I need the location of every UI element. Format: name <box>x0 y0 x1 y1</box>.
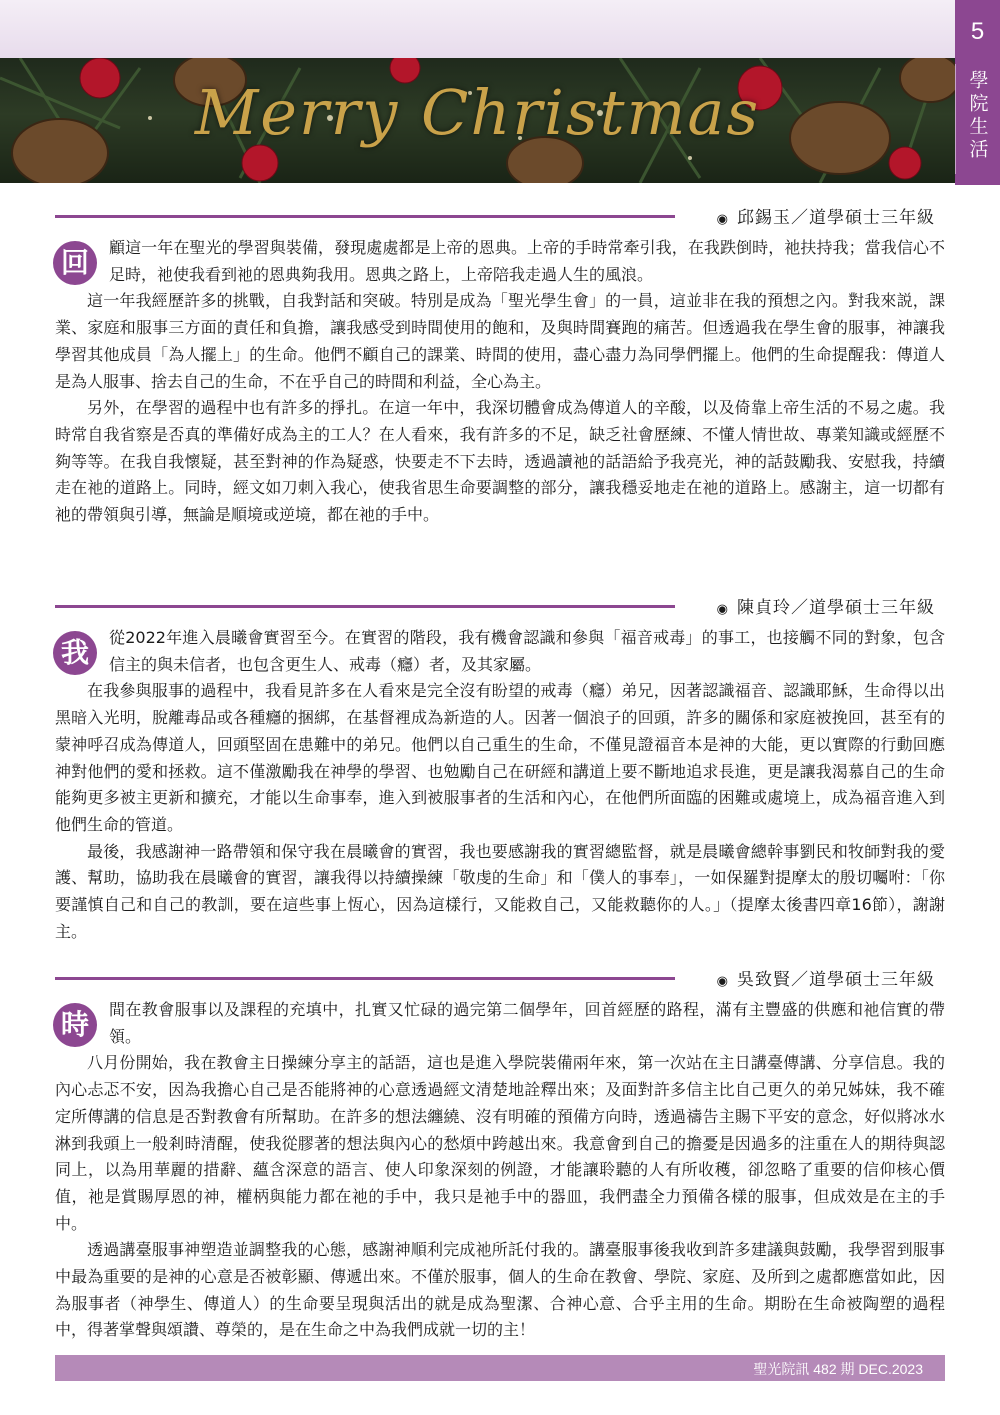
paragraph: 透過講臺服事神塑造並調整我的心態，感謝神順利完成祂所託付我的。講臺服事後我收到許多建議與鼓勵，我學習到服事中最為重要的是神的心意是否被彰顯、傳遞出來。不僅於服事，個人的生命在教會、學院、家庭、及所到之處都應當如此，因為服事者（神學生、傳道人）的生命要呈現與活出的就是成為聖潔、合神心意、合乎主用的生命。期盼在生命被陶塑的過程中，得著掌聲與頌讚、尊榮的，是在生命之中為我們成就一切的主！ <box>55 1240 945 1340</box>
paragraph: 這一年我經歷許多的挑戰，自我對話和突破。特別是成為「聖光學生會」的一員，這並非在我的預想之內。對我來説，課業、家庭和服事三方面的責任和負擔，讓我感受到時間使用的飽和，及與時間賽跑的痛苦。但透過我在學生會的服事，神讓我學習其他成員「為人擺上」的生命。他們不顧自己的課業、時間的使用，盡心盡力為同學們擺上。他們的生命提醒我：傳道人是為人服事、捨去自己的生命，不在乎自己的時間和利益，全心為主。 <box>55 291 945 391</box>
section-label: 學院生活 <box>955 64 1000 174</box>
author-line <box>717 203 935 228</box>
footer-issue-text: 聖光院訊 482 期 DEC.2023 <box>753 1361 923 1377</box>
byline <box>55 593 945 623</box>
top-band <box>0 0 955 58</box>
first-paragraph-text: 顧這一年在聖光的學習與裝備，發現處處都是上帝的恩典。上帝的手時常牽引我，在我跌倒時，祂扶持我；當我信心不足時，祂使我看到祂的恩典夠我用。恩典之路上，上帝陪我走過人生的風浪。 <box>109 238 945 284</box>
author-line <box>717 965 935 990</box>
author-name: 吳致賢／道學碩士三年級 <box>737 970 935 990</box>
bullet-icon: ◉ <box>716 602 729 617</box>
drop-cap: 我 <box>53 631 97 675</box>
bullet-icon: ◉ <box>716 212 729 227</box>
merry-christmas-lettering: Merry Christmas <box>194 76 761 149</box>
paragraph: 最後，我感謝神一路帶領和保守我在晨曦會的實習，我也要感謝我的實習總監督，就是晨曦會總幹事劉民和牧師對我的愛護、幫助，協助我在晨曦會的實習，讓我得以持續操練「敬虔的生命」和「僕人的事奉」，一如保羅對提摩太的殷切囑咐：「你要謹慎自己和自己的教訓，要在這些事上恆心，因為這樣行，又能救自己，又能救聽你的人。」（提摩太後書四章16節），謝謝主。 <box>55 841 945 941</box>
divider-rule <box>55 977 675 980</box>
divider-rule <box>55 215 675 218</box>
article-body <box>55 235 945 529</box>
footer-bar <box>55 1355 945 1381</box>
drop-cap: 回 <box>53 241 97 285</box>
first-paragraph <box>55 997 945 1050</box>
article-3 <box>55 965 945 1344</box>
byline <box>55 965 945 995</box>
first-paragraph-text: 間在教會服事以及課程的充填中，扎實又忙碌的過完第二個學年，回首經歷的路程，滿有主豐盛的供應和祂信實的帶領。 <box>109 1000 945 1046</box>
page-number: 5 <box>970 18 985 45</box>
first-paragraph <box>55 235 945 288</box>
bullet-icon: ◉ <box>716 974 729 989</box>
byline <box>55 203 945 233</box>
author-line <box>717 593 935 618</box>
article-body <box>55 625 945 945</box>
drop-cap: 時 <box>53 1003 97 1047</box>
paragraph: 八月份開始，我在教會主日操練分享主的話語，這也是進入學院裝備兩年來，第一次站在主日講臺傳講、分享信息。我的內心忐忑不安，因為我擔心自己是否能將神的心意透過經文清楚地詮釋出來；及面對許多信主比自己更久的弟兄姊妹，我不確定所傳講的信息是否對教會有所幫助。在許多的想法纏繞、沒有明確的預備方向時，透過禱告主賜下平安的意念，好似將冰水淋到我頭上一般剎時清醒，使我從膠著的想法與內心的愁煩中跨越出來。我意會到自己的擔憂是因過多的注重在人的期待與認同上，以為用華麗的措辭、蘊含深意的語言、使人印象深刻的例證，才能讓聆聽的人有所收穫，卻忽略了重要的信仰核心價值，祂是賞賜厚恩的神，權柄與能力都在祂的手中，我只是祂手中的器皿，我們盡全力預備各樣的服事，但成效是在主的手中。 <box>55 1053 945 1233</box>
author-name: 邱錫玉／道學碩士三年級 <box>737 208 935 228</box>
first-paragraph <box>55 625 945 678</box>
christmas-banner <box>0 58 955 183</box>
author-name: 陳貞玲／道學碩士三年級 <box>737 598 935 618</box>
article-2 <box>55 593 945 945</box>
paragraph: 另外，在學習的過程中也有許多的掙扎。在這一年中，我深切體會成為傳道人的辛酸，以及倚靠上帝生活的不易之處。我時常自我省察是否真的準備好成為主的工人？在人看來，我有許多的不足，缺乏社會歷練、不懂人情世故、專業知識或經歷不夠等等。在我自我懷疑，甚至對神的作為疑惑，快要走不下去時，透過讀祂的話語給予我亮光，神的話鼓勵我、安慰我，持續走在祂的道路上。同時，經文如刀刺入我心，使我省思生命要調整的部分，讓我穩妥地走在祂的道路上。感謝主，這一切都有祂的帶領與引導，無論是順境或逆境，都在祂的手中。 <box>55 398 945 525</box>
divider-rule <box>55 605 675 608</box>
first-paragraph-text: 從2022年進入晨曦會實習至今。在實習的階段，我有機會認識和參與「福音戒毒」的事工，也接觸不同的對象，包含信主的與未信者，也包含更生人、戒毒（癮）者，及其家屬。 <box>109 628 945 674</box>
article-body <box>55 997 945 1344</box>
article-1 <box>55 203 945 529</box>
paragraph: 在我參與服事的過程中，我看見許多在人看來是完全沒有盼望的戒毒（癮）弟兄，因著認識福音、認識耶穌，生命得以出黑暗入光明，脫離毒品或各種癮的捆綁，在基督裡成為新造的人。因著一個浪子的回頭，許多的關係和家庭被挽回，甚至有的蒙神呼召成為傳道人，回頭堅固在患難中的弟兄。他們以自己重生的生命，不僅見證福音本是神的大能，更以實際的行動回應神對他們的愛和拯救。這不僅激勵我在神學的學習、也勉勵自己在研經和講道上要不斷地追求長進，更是讓我渴慕自己的生命能夠更多被主更新和擴充，才能以生命事奉，進入到被服事者的生活和內心，在他們所面臨的困難或處境上，成為福音進入到他們生命的管道。 <box>55 681 945 834</box>
side-tab <box>955 0 1000 185</box>
